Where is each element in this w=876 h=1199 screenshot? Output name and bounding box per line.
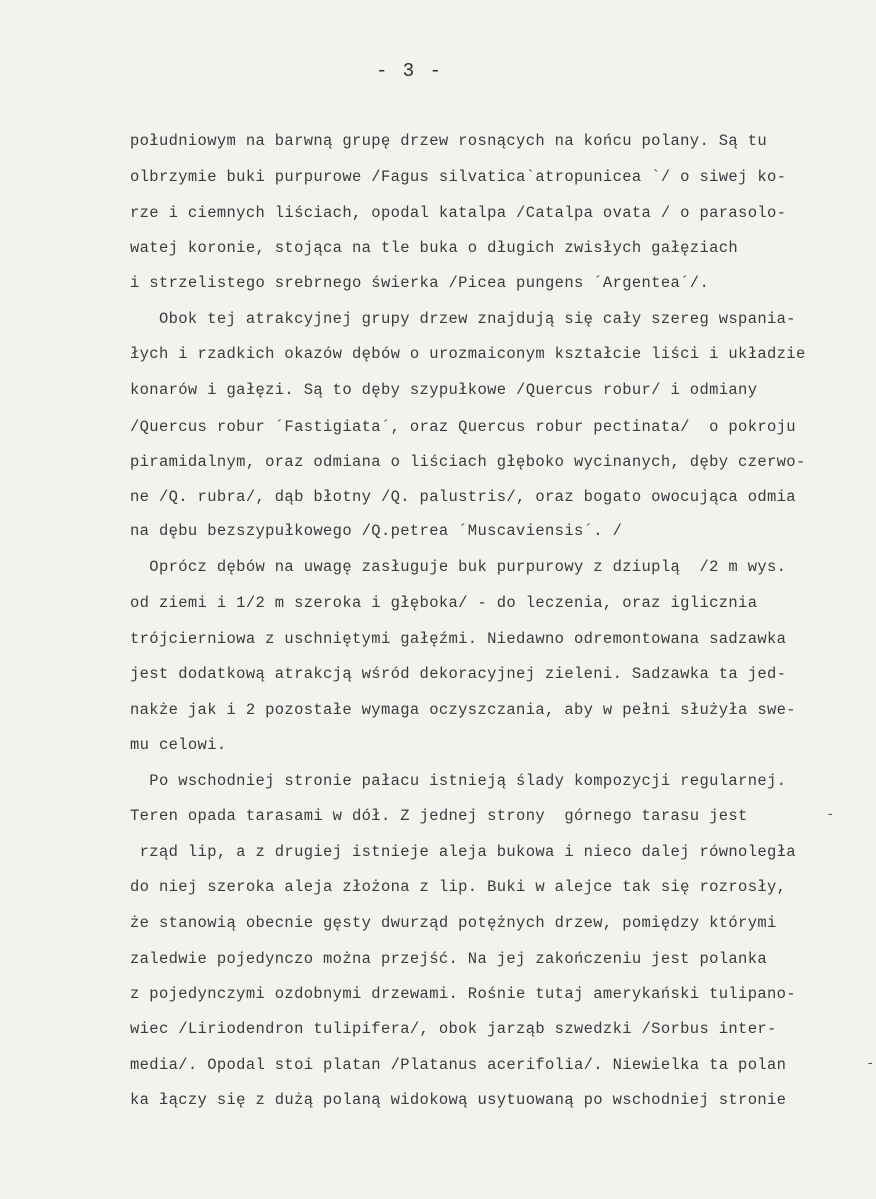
page-number: - 3 - — [376, 60, 444, 82]
text-line: trójcierniowa z uschniętymi gałęźmi. Niedawno odremontowana sadzawka — [130, 630, 787, 648]
text-line: konarów i gałęzi. Są to dęby szypułkowe /Quercus robur/ i odmiany — [130, 381, 758, 399]
text-line: watej koronie, stojąca na tle buka o długich zwisłych gałęziach — [130, 239, 739, 257]
text-line: i strzelistego srebrnego świerka /Picea pungens ´Argentea´/. — [130, 274, 710, 292]
text-line: że stanowią obecnie gęsty dwurząd potężnych drzew, pomiędzy którymi — [130, 914, 777, 932]
text-line: jest dodatkową atrakcją wśród dekoracyjnej zieleni. Sadzawka ta jed- — [130, 665, 787, 683]
text-line: ne /Q. rubra/, dąb błotny /Q. palustris/, oraz bogato owocująca odmia — [130, 488, 796, 506]
text-line: łych i rzadkich okazów dębów o urozmaiconym kształcie liści i układzie — [130, 345, 806, 363]
text-line: media/. Opodal stoi platan /Platanus acerifolia/. Niewielka ta polan — [130, 1056, 787, 1074]
text-line: wiec /Liriodendron tulipifera/, obok jarząb szwedzki /Sorbus inter- — [130, 1020, 777, 1038]
text-line: z pojedynczymi ozdobnymi drzewami. Rośnie tutaj amerykański tulipano- — [130, 985, 796, 1003]
text-line: piramidalnym, oraz odmiana o liściach głęboko wycinanych, dęby czerwo- — [130, 453, 806, 471]
margin-mark: - — [866, 1056, 875, 1072]
text-line: Teren opada tarasami w dół. Z jednej strony górnego tarasu jest — [130, 807, 748, 825]
text-line: południowym na barwną grupę drzew rosnących na końcu polany. Są tu — [130, 132, 767, 150]
margin-mark: - — [826, 807, 835, 823]
text-line: mu celowi. — [130, 736, 227, 754]
text-line: Po wschodniej stronie pałacu istnieją ślady kompozycji regularnej. — [130, 772, 787, 790]
text-line: Oprócz dębów na uwagę zasługuje buk purpurowy z dziuplą /2 m wys. — [130, 558, 787, 576]
text-line: na dębu bezszypułkowego /Q.petrea ´Muscaviensis´. / — [130, 522, 623, 540]
text-line: ka łączy się z dużą polaną widokową usytuowaną po wschodniej stronie — [130, 1091, 787, 1109]
text-line: od ziemi i 1/2 m szeroka i głęboka/ - do leczenia, oraz iglicznia — [130, 594, 758, 612]
text-line: rząd lip, a z drugiej istnieje aleja bukowa i nieco dalej równoległa — [130, 843, 796, 861]
text-line: zaledwie pojedynczo można przejść. Na jej zakończeniu jest polanka — [130, 950, 767, 968]
text-line: rze i ciemnych liściach, opodal katalpa /Catalpa ovata / o parasolo- — [130, 204, 787, 222]
text-line: /Quercus robur ´Fastigiata´, oraz Quercus robur pectinata/ o pokroju — [130, 418, 796, 436]
text-line: do niej szeroka aleja złożona z lip. Buki w alejce tak się rozrosły, — [130, 878, 787, 896]
text-line: olbrzymie buki purpurowe /Fagus silvatica`atropunicea `/ o siwej ko- — [130, 168, 787, 186]
text-line: nakże jak i 2 pozostałe wymaga oczyszczania, aby w pełni służyła swe- — [130, 701, 796, 719]
text-line: Obok tej atrakcyjnej grupy drzew znajdują się cały szereg wspania- — [130, 310, 796, 328]
